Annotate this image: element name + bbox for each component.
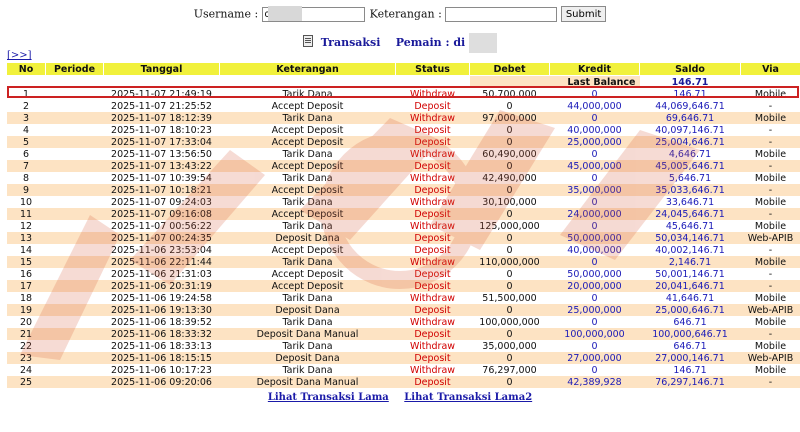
table-row [7,268,800,280]
cell-via: - [741,268,800,280]
table-row [7,124,800,136]
cell-tanggal: 2025-11-06 19:13:30 [104,304,220,316]
table-row [7,316,800,328]
cell-debet: 42,490,000 [470,172,550,184]
cell-no: 23 [7,352,46,364]
cell-status: Withdraw [396,340,470,352]
old-transactions-link[interactable]: Lihat Transaksi Lama [267,392,389,403]
cell-no: 2 [7,100,46,112]
cell-kredit: 25,000,000 [550,136,640,148]
cell-no: 16 [7,268,46,280]
search-form [0,6,800,22]
cell-debet: 0 [470,232,550,244]
cell-debet: 0 [470,184,550,196]
cell-periode [46,112,104,124]
cell-keterangan: Tarik Dana [220,172,396,184]
cell-via: Mobile [741,364,800,376]
cell-kredit: 0 [550,340,640,352]
cell-status: Deposit [396,136,470,148]
cell-saldo: 35,033,646.71 [640,184,741,196]
cell-tanggal: 2025-11-07 09:16:08 [104,208,220,220]
table-row [7,208,800,220]
table-row [7,280,800,292]
cell-debet: 110,000,000 [470,256,550,268]
cell-status: Deposit [396,232,470,244]
cell-via: - [741,328,800,340]
table-row [7,160,800,172]
table-row [7,364,800,376]
cell-keterangan: Tarik Dana [220,88,396,100]
cell-keterangan: Deposit Dana [220,352,396,364]
cell-kredit: 42,389,928 [550,376,640,388]
cell-tanggal: 2025-11-06 10:17:23 [104,364,220,376]
cell-tanggal: 2025-11-06 22:11:44 [104,256,220,268]
cell-no: 17 [7,280,46,292]
cell-tanggal: 2025-11-07 00:56:22 [104,220,220,232]
cell-status: Deposit [396,376,470,388]
cell-status: Withdraw [396,316,470,328]
cell-tanggal: 2025-11-06 19:24:58 [104,292,220,304]
cell-debet: 0 [470,352,550,364]
cell-saldo: 646.71 [640,340,741,352]
cell-status: Deposit [396,352,470,364]
cell-periode [46,148,104,160]
cell-no: 18 [7,292,46,304]
cell-tanggal: 2025-11-06 09:20:06 [104,376,220,388]
cell-no: 4 [7,124,46,136]
cell-keterangan: Accept Deposit [220,268,396,280]
cell-kredit: 24,000,000 [550,208,640,220]
cell-no: 24 [7,364,46,376]
column-header-keterangan: Keterangan [220,63,396,76]
cell-saldo: 50,034,146.71 [640,232,741,244]
cell-kredit: 40,000,000 [550,244,640,256]
cell-periode [46,88,104,100]
column-header-debet: Debet [470,63,550,76]
cell-status: Withdraw [396,112,470,124]
cell-kredit: 35,000,000 [550,184,640,196]
last-balance-row [7,76,800,89]
cell-saldo: 45,005,646.71 [640,160,741,172]
cell-periode [46,220,104,232]
cell-via: Mobile [741,292,800,304]
cell-tanggal: 2025-11-06 18:33:13 [104,340,220,352]
cell-kredit: 25,000,000 [550,304,640,316]
cell-periode [46,232,104,244]
cell-debet: 0 [470,244,550,256]
keterangan-input[interactable] [445,7,557,22]
table-row [7,196,800,208]
cell-keterangan: Accept Deposit [220,136,396,148]
cell-debet: 125,000,000 [470,220,550,232]
cell-keterangan: Tarik Dana [220,148,396,160]
cell-keterangan: Accept Deposit [220,100,396,112]
cell-periode [46,352,104,364]
cell-status: Deposit [396,184,470,196]
cell-kredit: 44,000,000 [550,100,640,112]
cell-debet: 97,000,000 [470,112,550,124]
cell-via: Web-APIB [741,304,800,316]
cell-status: Withdraw [396,172,470,184]
cell-periode [46,280,104,292]
cell-debet: 50,700,000 [470,88,550,100]
table-row [7,88,800,100]
cell-kredit: 50,000,000 [550,232,640,244]
cell-status: Withdraw [396,88,470,100]
cell-via: Web-APIB [741,232,800,244]
cell-tanggal: 2025-11-06 20:31:19 [104,280,220,292]
cell-periode [46,184,104,196]
cell-via: Mobile [741,112,800,124]
table-row [7,292,800,304]
cell-keterangan: Tarik Dana [220,364,396,376]
cell-via: - [741,208,800,220]
cell-status: Deposit [396,268,470,280]
cell-no: 11 [7,208,46,220]
cell-periode [46,124,104,136]
table-row [7,328,800,340]
cell-no: 12 [7,220,46,232]
cell-no: 22 [7,340,46,352]
cell-tanggal: 2025-11-07 18:10:23 [104,124,220,136]
cell-periode [46,316,104,328]
submit-button[interactable]: Submit [561,6,606,22]
cell-periode [46,160,104,172]
cell-kredit: 0 [550,292,640,304]
cell-keterangan: Tarik Dana [220,340,396,352]
cell-periode [46,376,104,388]
cell-periode [46,256,104,268]
cell-periode [46,136,104,148]
cell-saldo: 25,004,646.71 [640,136,741,148]
cell-debet: 0 [470,208,550,220]
cell-saldo: 76,297,146.71 [640,376,741,388]
table-row [7,340,800,352]
next-page-link[interactable]: [>>] [7,50,32,61]
cell-no: 10 [7,196,46,208]
cell-periode [46,208,104,220]
cell-status: Deposit [396,208,470,220]
cell-status: Withdraw [396,292,470,304]
cell-keterangan: Accept Deposit [220,208,396,220]
cell-saldo: 100,000,646.71 [640,328,741,340]
redacted-pemain [469,33,497,53]
cell-no: 5 [7,136,46,148]
cell-via: - [741,124,800,136]
cell-saldo: 146.71 [640,88,741,100]
cell-debet: 0 [470,160,550,172]
table-row [7,172,800,184]
cell-status: Withdraw [396,196,470,208]
username-label: Username : [193,7,259,21]
cell-periode [46,172,104,184]
cell-kredit: 0 [550,256,640,268]
cell-saldo: 20,041,646.71 [640,280,741,292]
column-header-no: No [7,63,46,76]
table-row [7,376,800,388]
cell-saldo: 4,646.71 [640,148,741,160]
cell-tanggal: 2025-11-06 23:53:04 [104,244,220,256]
table-row [7,352,800,364]
cell-no: 6 [7,148,46,160]
cell-status: Deposit [396,304,470,316]
cell-saldo: 33,646.71 [640,196,741,208]
cell-periode [46,328,104,340]
cell-periode [46,304,104,316]
cell-tanggal: 2025-11-06 18:33:32 [104,328,220,340]
cell-debet: 60,490,000 [470,148,550,160]
cell-keterangan: Accept Deposit [220,244,396,256]
column-header-kredit: Kredit [550,63,640,76]
redacted-username [268,6,302,21]
cell-debet: 35,000,000 [470,340,550,352]
cell-keterangan: Deposit Dana [220,232,396,244]
table-row [7,184,800,196]
cell-tanggal: 2025-11-07 13:43:22 [104,160,220,172]
cell-periode [46,340,104,352]
cell-status: Deposit [396,160,470,172]
cell-debet: 0 [470,124,550,136]
cell-no: 19 [7,304,46,316]
cell-keterangan: Tarik Dana [220,196,396,208]
cell-via: - [741,100,800,112]
cell-no: 9 [7,184,46,196]
cell-periode [46,100,104,112]
cell-saldo: 2,146.71 [640,256,741,268]
cell-saldo: 25,000,646.71 [640,304,741,316]
column-header-saldo: Saldo [640,63,741,76]
cell-periode [46,196,104,208]
cell-no: 25 [7,376,46,388]
cell-saldo: 40,097,146.71 [640,124,741,136]
cell-tanggal: 2025-11-07 00:24:35 [104,232,220,244]
cell-kredit: 45,000,000 [550,160,640,172]
document-icon [303,35,313,47]
cell-kredit: 0 [550,196,640,208]
table-row [7,232,800,244]
cell-kredit: 50,000,000 [550,268,640,280]
cell-status: Withdraw [396,256,470,268]
cell-status: Deposit [396,328,470,340]
keterangan-label: Keterangan : [369,7,442,21]
cell-keterangan: Deposit Dana [220,304,396,316]
cell-debet: 100,000,000 [470,316,550,328]
cell-keterangan: Deposit Dana Manual [220,328,396,340]
table-header [7,63,800,76]
cell-kredit: 0 [550,88,640,100]
cell-status: Deposit [396,280,470,292]
cell-status: Deposit [396,244,470,256]
cell-debet: 30,100,000 [470,196,550,208]
cell-status: Deposit [396,124,470,136]
cell-keterangan: Accept Deposit [220,280,396,292]
cell-via: - [741,136,800,148]
cell-tanggal: 2025-11-06 18:39:52 [104,316,220,328]
cell-no: 3 [7,112,46,124]
cell-via: Mobile [741,316,800,328]
cell-status: Withdraw [396,220,470,232]
cell-debet: 76,297,000 [470,364,550,376]
cell-tanggal: 2025-11-07 21:25:52 [104,100,220,112]
cell-keterangan: Accept Deposit [220,184,396,196]
cell-kredit: 0 [550,316,640,328]
cell-keterangan: Tarik Dana [220,220,396,232]
table-row [7,100,800,112]
cell-keterangan: Tarik Dana [220,316,396,328]
cell-via: Web-APIB [741,352,800,364]
transactions-table [6,62,800,388]
cell-saldo: 45,646.71 [640,220,741,232]
cell-kredit: 0 [550,148,640,160]
column-header-tanggal: Tanggal [104,63,220,76]
page-title [0,33,800,53]
cell-no: 13 [7,232,46,244]
cell-periode [46,244,104,256]
cell-via: - [741,244,800,256]
cell-tanggal: 2025-11-07 10:39:54 [104,172,220,184]
cell-debet: 51,500,000 [470,292,550,304]
cell-via: - [741,160,800,172]
cell-keterangan: Deposit Dana Manual [220,376,396,388]
cell-kredit: 40,000,000 [550,124,640,136]
cell-saldo: 5,646.71 [640,172,741,184]
cell-tanggal: 2025-11-07 18:12:39 [104,112,220,124]
footer-links [0,392,800,403]
cell-debet: 0 [470,136,550,148]
cell-tanggal: 2025-11-07 10:18:21 [104,184,220,196]
cell-kredit: 100,000,000 [550,328,640,340]
cell-no: 8 [7,172,46,184]
cell-tanggal: 2025-11-06 21:31:03 [104,268,220,280]
cell-kredit: 0 [550,364,640,376]
table-row [7,136,800,148]
cell-saldo: 24,045,646.71 [640,208,741,220]
column-header-via: Via [741,63,800,76]
column-header-status: Status [396,63,470,76]
table-row [7,112,800,124]
cell-saldo: 40,002,146.71 [640,244,741,256]
cell-tanggal: 2025-11-07 13:56:50 [104,148,220,160]
cell-saldo: 69,646.71 [640,112,741,124]
cell-saldo: 41,646.71 [640,292,741,304]
cell-periode [46,364,104,376]
cell-via: - [741,280,800,292]
cell-kredit: 20,000,000 [550,280,640,292]
table-body [7,76,800,389]
table-row [7,220,800,232]
cell-saldo: 646.71 [640,316,741,328]
table-row [7,148,800,160]
cell-via: Mobile [741,340,800,352]
cell-no: 21 [7,328,46,340]
cell-debet: 0 [470,100,550,112]
cell-no: 14 [7,244,46,256]
cell-no: 20 [7,316,46,328]
cell-status: Withdraw [396,364,470,376]
last-balance-label: Last Balance [470,76,640,89]
old-transactions-link-2[interactable]: Lihat Transaksi Lama2 [404,392,533,403]
cell-periode [46,292,104,304]
cell-debet: 0 [470,376,550,388]
cell-kredit: 0 [550,112,640,124]
cell-debet: 0 [470,304,550,316]
cell-debet: 0 [470,268,550,280]
cell-keterangan: Accept Deposit [220,160,396,172]
cell-status: Withdraw [396,148,470,160]
cell-keterangan: Tarik Dana [220,292,396,304]
table-row [7,304,800,316]
cell-debet: 0 [470,328,550,340]
cell-via: - [741,376,800,388]
cell-no: 7 [7,160,46,172]
cell-debet: 0 [470,280,550,292]
cell-periode [46,268,104,280]
cell-kredit: 27,000,000 [550,352,640,364]
cell-via: Mobile [741,256,800,268]
cell-tanggal: 2025-11-07 09:24:03 [104,196,220,208]
cell-no: 1 [7,88,46,100]
cell-via: Mobile [741,88,800,100]
cell-status: Deposit [396,100,470,112]
title-pemain: Pemain : di [395,36,466,49]
cell-kredit: 0 [550,220,640,232]
cell-tanggal: 2025-11-06 18:15:15 [104,352,220,364]
cell-tanggal: 2025-11-07 21:49:19 [104,88,220,100]
cell-via: Mobile [741,148,800,160]
cell-saldo: 44,069,646.71 [640,100,741,112]
title-transaksi: Transaksi [320,36,381,49]
cell-keterangan: Tarik Dana [220,256,396,268]
cell-keterangan: Tarik Dana [220,112,396,124]
cell-saldo: 27,000,146.71 [640,352,741,364]
cell-via: Mobile [741,196,800,208]
last-balance-value: 146.71 [640,76,741,89]
cell-via: Mobile [741,220,800,232]
cell-via: - [741,184,800,196]
cell-saldo: 146.71 [640,364,741,376]
table-row [7,256,800,268]
cell-no: 15 [7,256,46,268]
cell-keterangan: Accept Deposit [220,124,396,136]
cell-via: Mobile [741,172,800,184]
table-row [7,244,800,256]
column-header-periode: Periode [46,63,104,76]
cell-tanggal: 2025-11-07 17:33:04 [104,136,220,148]
cell-kredit: 0 [550,172,640,184]
cell-saldo: 50,001,146.71 [640,268,741,280]
